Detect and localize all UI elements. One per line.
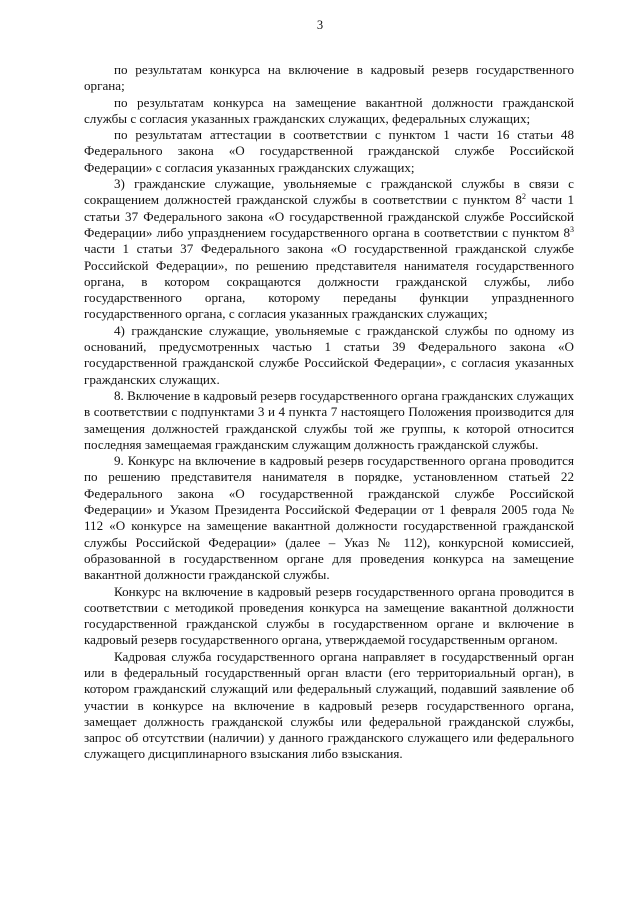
paragraph-clause-8: 8. Включение в кадровый резерв государственного органа гражданских служащих в соответствии с подпунктами 3 и 4 пункта 7 настоящего Положения производится для замещения должностей гражданской службы той же группы, к которой относится последняя замещаемая гражданским служащим должность гражданской службы.	[84, 387, 574, 452]
paragraph-item-4: 4) гражданские служащие, увольняемые с гражданской службы по одному из оснований, предусмотренных частью 1 статьи 39 Федерального закона «О государственной гражданской службе Российской Федерации», с согласия указанных гражданских служащих.	[84, 322, 574, 387]
paragraph-contest-methodology: Конкурс на включение в кадровый резерв государственного органа проводится в соответствии с методикой проведения конкурса на замещение вакантной должности государственной гражданской службы в государственном органе и включение в кадровый резерв государственного органа, утверждаемой государственным органом.	[84, 583, 574, 648]
item-3-text-part-3: части 1 статьи 37 Федерального закона «О государственной гражданской службе Российской Федерации», по решению представителя нанимателя государственного органа, в котором сокращаются должности гражданской службы, либо государственного органа, которому переданы функции упраздненного государственного органа, с согласия указанных гражданских служащих;	[84, 241, 574, 322]
paragraph-clause-9: 9. Конкурс на включение в кадровый резерв государственного органа проводится по решению представителя нанимателя в порядке, установленном статьей 22 Федерального закона «О государственной гражданской службе Российской Федерации» и Указом Президента Российской Федерации от 1 февраля 2005 года № 112 «О конкурсе на замещение вакантной должности государственной гражданской службы Российской Федерации» (далее – Указ № 112), конкурсной комиссией, образованной в государственном органе для проведения конкурса на замещение вакантной должности гражданской службы.	[84, 453, 574, 583]
page-number: 3	[316, 18, 324, 32]
item-3-superscript-2: 3	[570, 224, 574, 234]
paragraph-hr-request: Кадровая служба государственного органа направляет в государственный орган или в федеральный государственный орган власти (его территориальный орган), в котором гражданский служащий или федеральный служащий, подавший заявление об участии в конкурсе на включение в кадровый резерв государственного органа, замещает должность гражданской службы или федеральной гражданской службы, запрос об отсутствии (наличии) у данного гражданского служащего или федерального служащего дисциплинарного взыскания либо взыскания.	[84, 648, 574, 762]
item-3-superscript-1: 2	[521, 192, 526, 202]
item-3-text-part-2: части 1 статьи 37 Федерального закона «О государственной гражданской службе Российской Федерации» либо упразднением государственного органа в соответствии с пунктом 8	[84, 192, 574, 240]
paragraph-contest-reserve: по результатам конкурса на включение в кадровый резерв государственного органа;	[84, 62, 574, 94]
item-3-text-part-1: 3) гражданские служащие, увольняемые с гражданской службы в связи с сокращением должностей гражданской службы в соответствии с пунктом 8	[84, 176, 574, 208]
paragraph-attestation: по результатам аттестации в соответствии с пунктом 1 части 16 статьи 48 Федерального закона «О государственной гражданской службе Российской Федерации» с согласия указанных гражданских служащих;	[84, 127, 574, 175]
paragraph-contest-vacancy: по результатам конкурса на замещение вакантной должности гражданской службы с согласия указанных гражданских служащих, федеральных служащих;	[84, 94, 574, 126]
paragraph-item-3	[84, 176, 574, 323]
document-body	[84, 62, 574, 763]
